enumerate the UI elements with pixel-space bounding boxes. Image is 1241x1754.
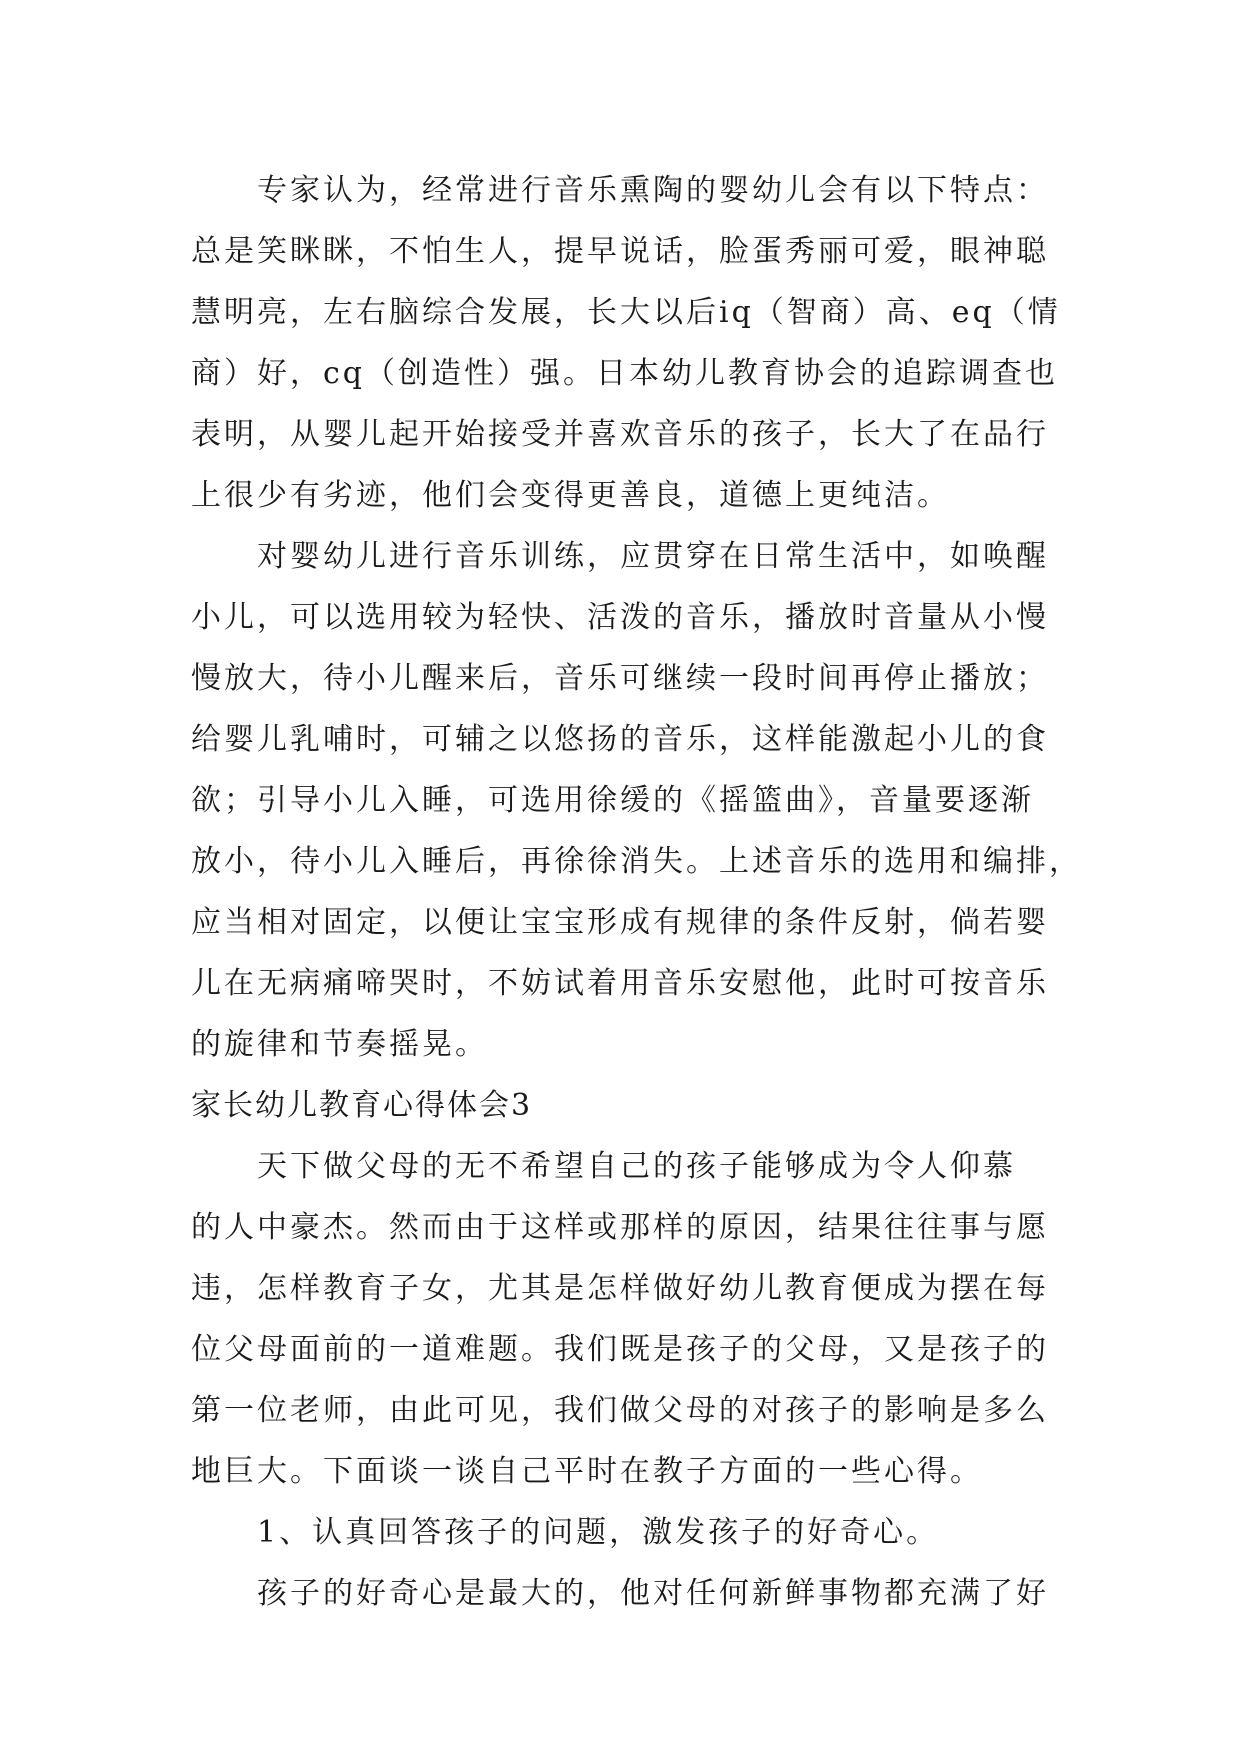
text-line: 地巨大。下面谈一谈自己平时在教子方面的一些心得。 xyxy=(191,1454,983,1489)
text-line: 欲；引导小儿入睡，可选用徐缓的《摇篮曲》，音量要逐渐 xyxy=(191,783,1034,818)
text-line: 放小，待小儿入睡后，再徐徐消失。上述音乐的选用和编排， xyxy=(191,844,1082,879)
text-line: 商）好，cq（创造性）强。日本幼儿教育协会的追踪调查也 xyxy=(191,356,1059,391)
text-line: 违，怎样教育子女，尤其是怎样做好幼儿教育便成为摆在每 xyxy=(191,1271,1049,1306)
text-line: 儿在无病痛啼哭时，不妨试着用音乐安慰他，此时可按音乐 xyxy=(191,966,1049,1001)
paragraph-music-training xyxy=(191,526,1082,1075)
text-line: 上很少有劣迹，他们会变得更善良，道德上更纯洁。 xyxy=(191,478,950,513)
text-line: 总是笑眯眯，不怕生人，提早说话，脸蛋秀丽可爱，眼神聪 xyxy=(191,234,1049,269)
paragraph-music-traits xyxy=(191,160,1061,526)
text-line: 的人中豪杰。然而由于这样或那样的原因，结果往往事与愿 xyxy=(191,1210,1049,1245)
numbered-point: 1、认真回答孩子的问题，激发孩子的好奇心。 xyxy=(257,1515,940,1550)
text-line: 慧明亮，左右脑综合发展，长大以后iq（智商）高、eq（情 xyxy=(191,295,1061,330)
section-heading: 家长幼儿教育心得体会3 xyxy=(191,1088,533,1123)
text-line: 的旋律和节奏摇晃。 xyxy=(191,1027,488,1062)
paragraph-parents-intro xyxy=(191,1136,1051,1502)
document-body xyxy=(191,160,1082,1624)
text-line: 第一位老师，由此可见，我们做父母的对孩子的影响是多么 xyxy=(191,1393,1049,1428)
paragraph-curiosity xyxy=(191,1563,1051,1624)
text-line: 应当相对固定，以便让宝宝形成有规律的条件反射，倘若婴 xyxy=(191,905,1049,940)
text-line: 位父母面前的一道难题。我们既是孩子的父母，又是孩子的 xyxy=(191,1332,1049,1367)
text-line: 慢放大，待小儿醒来后，音乐可继续一段时间再停止播放； xyxy=(191,661,1049,696)
text-line: 专家认为，经常进行音乐熏陶的婴幼儿会有以下特点： xyxy=(257,173,1049,208)
text-line: 给婴儿乳哺时，可辅之以悠扬的音乐，这样能激起小儿的食 xyxy=(191,722,1049,757)
text-line: 孩子的好奇心是最大的，他对任何新鲜事物都充满了好 xyxy=(257,1576,1049,1611)
text-line: 小儿，可以选用较为轻快、活泼的音乐，播放时音量从小慢 xyxy=(191,600,1049,635)
text-line: 天下做父母的无不希望自己的孩子能够成为令人仰慕 xyxy=(257,1149,1016,1184)
text-line: 对婴幼儿进行音乐训练，应贯穿在日常生活中，如唤醒 xyxy=(257,539,1049,574)
text-line: 表明，从婴儿起开始接受并喜欢音乐的孩子，长大了在品行 xyxy=(191,417,1049,452)
